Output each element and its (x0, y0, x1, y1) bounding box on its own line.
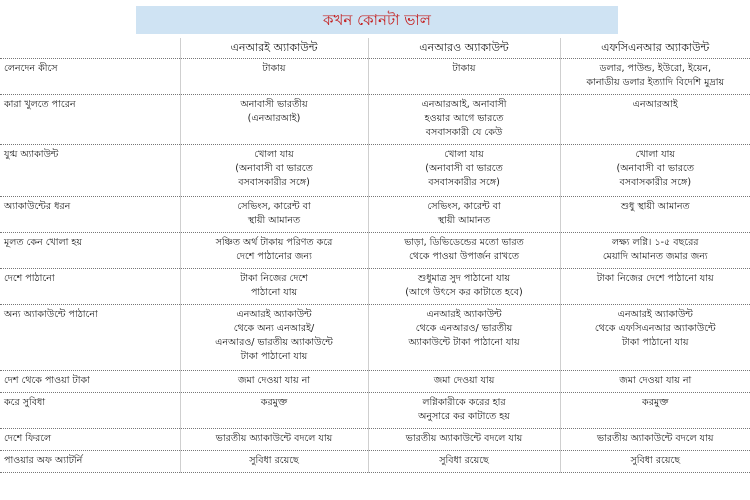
cell-nro: ভারতীয় অ্যাকাউন্টে বদলে যায় (368, 429, 560, 451)
cell-fcnr: শুধু স্থায়ী আমানত (560, 197, 750, 233)
cell-nre: টাকা নিজের দেশে পাঠানো যায় (180, 269, 368, 305)
cell-fcnr: লক্ষ্য লগ্নি। ১-৫ বছরের মেয়াদি আমানত জমার জন্য (560, 233, 750, 269)
cell-fcnr: ডলার, পাউন্ড, ইউরো, ইয়েন, কানাডীয় ডলার ইত্যাদি বিদেশি মুদ্রায় (560, 59, 750, 95)
header-row (0, 38, 750, 59)
cell-nre: করমুক্ত (180, 393, 368, 429)
cell-nre: ভারতীয় অ্যাকাউন্টে বদলে যায় (180, 429, 368, 451)
cell-fcnr: খোলা যায় (অনাবাসী বা ভারতে বসবাসকারীর সঙ্গে) (560, 145, 750, 197)
cell-nre: অনাবাসী ভারতীয় (এনআরআই) (180, 95, 368, 145)
header-blank (0, 38, 180, 59)
cell-nre: এনআরই অ্যাকাউন্ট থেকে অন্য এনআরই/ এনআরও/ ভারতীয় অ্যাকাউন্টে টাকা পাঠানো যায় (180, 305, 368, 371)
row-label: দেশে ফিরলে (0, 429, 180, 451)
cell-fcnr: জমা দেওয়া যায় না (560, 371, 750, 393)
table-row (0, 371, 750, 393)
cell-nro: সেভিংস, কারেন্ট বা স্থায়ী আমানত (368, 197, 560, 233)
row-label: দেশে পাঠানো (0, 269, 180, 305)
table-row (0, 451, 750, 473)
table-row (0, 197, 750, 233)
table-row (0, 59, 750, 95)
cell-nre: সেভিংস, কারেন্ট বা স্থায়ী আমানত (180, 197, 368, 233)
header-nro: এনআরও অ্যাকাউন্ট (368, 38, 560, 59)
cell-nro: ভাড়া, ডিভিডেন্ডের মতো ভারত থেকে পাওয়া উপার্জন রাখতে (368, 233, 560, 269)
cell-nre: সঞ্চিত অর্থ টাকায় পরিণত করে দেশে পাঠানোর জন্য (180, 233, 368, 269)
table-row (0, 269, 750, 305)
cell-fcnr: সুবিধা রয়েছে (560, 451, 750, 473)
table-row (0, 305, 750, 371)
cell-nro: লগ্নিকারীকে করের হার অনুসারে কর কাটাতে হয় (368, 393, 560, 429)
cell-fcnr: এনআরআই (560, 95, 750, 145)
cell-fcnr: ভারতীয় অ্যাকাউন্টে বদলে যায় (560, 429, 750, 451)
cell-fcnr: এনআরই অ্যাকাউন্ট থেকে এফসিএনআর অ্যাকাউন্টে টাকা পাঠানো যায় (560, 305, 750, 371)
cell-nro: শুধুমাত্র সুদ পাঠানো যায় (আগে উৎসে কর কাটাতে হবে) (368, 269, 560, 305)
cell-nro: এনআরআই, অনাবাসী হওয়ার আগে ভারতে বসবাসকারী যে কেউ (368, 95, 560, 145)
cell-nre: টাকায় (180, 59, 368, 95)
cell-nro: খোলা যায় (অনাবাসী বা ভারতে বসবাসকারীর সঙ্গে) (368, 145, 560, 197)
header-fcnr: এফসিএনআর অ্যাকাউন্ট (560, 38, 750, 59)
row-label: যুগ্ম অ্যাকাউন্ট (0, 145, 180, 197)
cell-nro: এনআরই অ্যাকাউন্ট থেকে এনআরও/ ভারতীয় অ্যাকাউন্টে টাকা পাঠানো যায় (368, 305, 560, 371)
cell-nre: জমা দেওয়া যায় না (180, 371, 368, 393)
table-title: কখন কোনটা ভাল (136, 6, 618, 34)
row-label: লেনদেন কীসে (0, 59, 180, 95)
cell-nro: সুবিধা রয়েছে (368, 451, 560, 473)
table-row (0, 95, 750, 145)
row-label: দেশ থেকে পাওয়া টাকা (0, 371, 180, 393)
cell-fcnr: টাকা নিজের দেশে পাঠানো যায় (560, 269, 750, 305)
row-label: অন্য অ্যাকাউন্টে পাঠানো (0, 305, 180, 371)
table-row (0, 145, 750, 197)
cell-nre: খোলা যায় (অনাবাসী বা ভারতে বসবাসকারীর সঙ্গে) (180, 145, 368, 197)
row-label: কারা খুলতে পারেন (0, 95, 180, 145)
table-row (0, 429, 750, 451)
comparison-table (0, 38, 750, 473)
row-label: পাওয়ার অফ অ্যাটর্নি (0, 451, 180, 473)
cell-nre: সুবিধা রয়েছে (180, 451, 368, 473)
cell-fcnr: করমুক্ত (560, 393, 750, 429)
row-label: অ্যাকাউন্টের ধরন (0, 197, 180, 233)
row-label: করে সুবিধা (0, 393, 180, 429)
header-nre: এনআরই অ্যাকাউন্ট (180, 38, 368, 59)
cell-nro: জমা দেওয়া যায় (368, 371, 560, 393)
table-row (0, 393, 750, 429)
table-row (0, 233, 750, 269)
cell-nro: টাকায় (368, 59, 560, 95)
row-label: মূলত কেন খোলা হয় (0, 233, 180, 269)
